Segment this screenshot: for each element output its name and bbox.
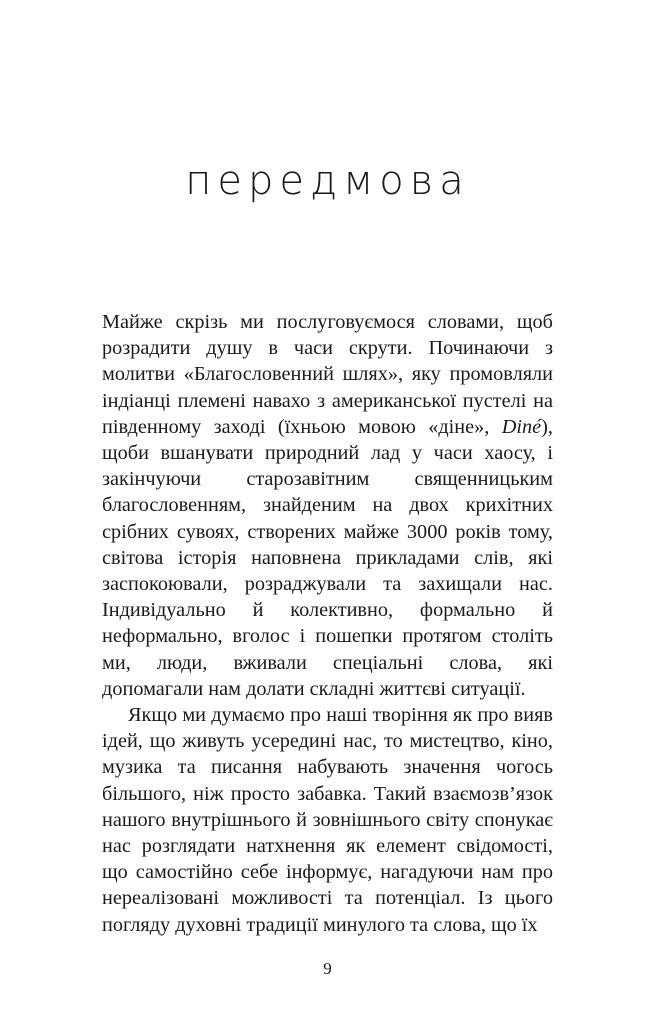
paragraph-1 [102, 309, 553, 702]
body-text [102, 309, 553, 938]
page-number: 9 [323, 959, 332, 978]
paragraph-1-text-end: ), щоби вшанувати природний лад у часи хаосу, і закінчуючи старозавітним священницьким благословенням, знайденим на двох крихітних срібних сувоях, створених майже 3000 років тому, світова історія наповнена прикладами слів, які заспокоювали, розраджували та захищали нас. Індивідуально й колективно, формально й неформально, вголос і пошепки протягом століть ми, люди, вживали спеціальні слова, які допомагали нам долати складні життєві ситуації. [102, 415, 553, 700]
chapter-title: передмова [185, 158, 470, 204]
paragraph-2: Якщо ми думаємо про наші творіння як про вияв ідей, що живуть усередині нас, то мистецтво, кіно, музика та писання набувають значення чогось більшого, ніж просто забавка. Такий взаємозв’язок нашого внутрішнього й зовнішнього світу спонукає нас розглядати натхнення як елемент свідомості, що самостійно себе інформує, нагадуючи нам про нереалізовані можливості та потенціал. Із цього погляду духовні традиції минулого та слова, що їх [102, 704, 553, 936]
paragraph-1-text-start: Майже скрізь ми послуговуємося словами, щоб розрадити душу в часи скрути. Починаючи з молитви «Благословенний шлях», яку промовляли індіанці племені навахо з американської пустелі на південному заході (їхньою мовою «діне», [102, 311, 553, 438]
paragraph-1-italic-term: Diné [501, 415, 542, 438]
